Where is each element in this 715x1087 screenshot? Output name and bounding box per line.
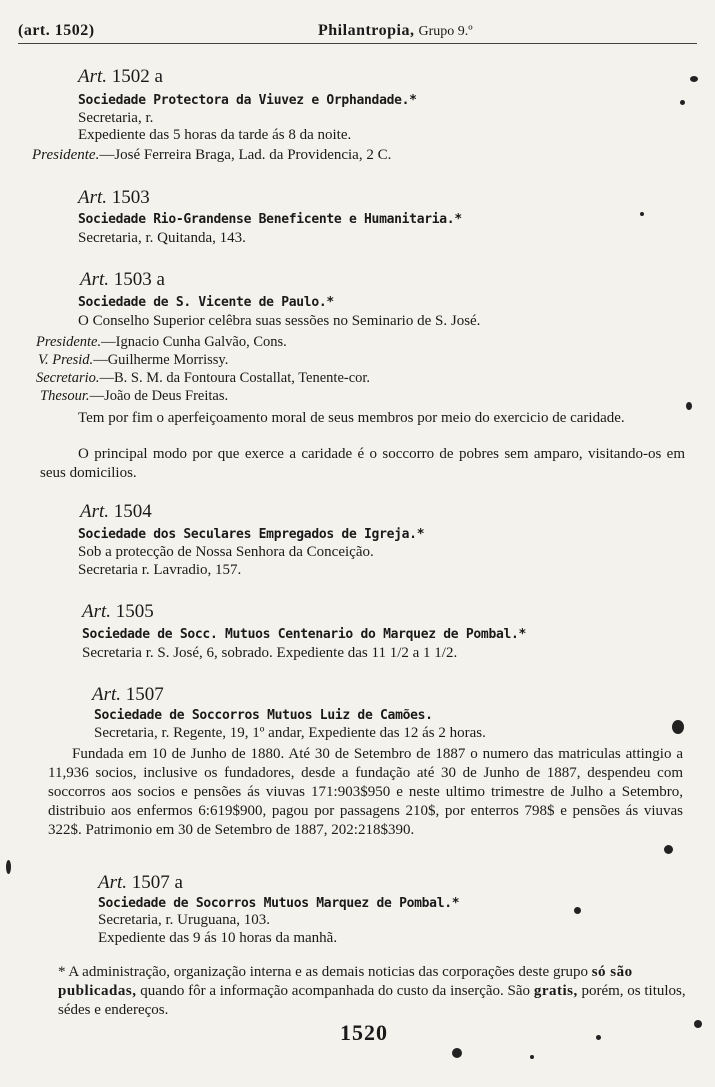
article-number: 1507 bbox=[125, 684, 164, 705]
header-rule bbox=[18, 43, 697, 44]
entry-title: Sociedade Rio-Grandense Beneficente e Humanitaria.* bbox=[78, 212, 462, 227]
article-label: Art. bbox=[78, 187, 108, 208]
entry-line: Expediente das 9 ás 10 horas da manhã. bbox=[98, 930, 338, 946]
entry-line: Secretaria, r. Regente, 19, 1º andar, Expediente das 12 ás 2 horas. bbox=[94, 725, 486, 741]
officer-label: Presidente. bbox=[36, 334, 102, 350]
entry-line: Expediente das 5 horas da tarde ás 8 da noite. bbox=[78, 127, 352, 143]
entry-title: Sociedade de S. Vicente de Paulo.* bbox=[78, 295, 334, 310]
entry-line: O Conselho Superior celêbra suas sessões no Seminario de S. José. bbox=[78, 313, 481, 329]
officer-label: Secretario. bbox=[36, 370, 100, 386]
article-number: 1503 bbox=[111, 187, 150, 208]
footnote-emphasis: gratis, bbox=[533, 983, 578, 999]
entry-title: Sociedade dos Seculares Empregados de Igreja.* bbox=[78, 527, 425, 542]
entry-line: Secretaria, r. bbox=[78, 110, 154, 126]
officer-text: —B. S. M. da Fontoura Costallat, Tenente-cor. bbox=[99, 370, 371, 386]
entry-title: Sociedade de Socorros Mutuos Marquez de Pombal.* bbox=[98, 896, 460, 911]
article-heading bbox=[78, 66, 163, 88]
officer-text: —Ignacio Cunha Galvão, Cons. bbox=[101, 334, 287, 350]
footnote-emphasis: só são publicadas, bbox=[58, 964, 633, 999]
header-section-title bbox=[318, 22, 473, 40]
entry-line: Secretaria r. Lavradio, 157. bbox=[78, 562, 242, 578]
footnote-text: quando fôr a informação acompanhada do custo da inserção. São bbox=[140, 983, 531, 999]
entry-title: Sociedade de Soccorros Mutuos Luiz de Camões. bbox=[94, 708, 433, 723]
article-number: 1505 bbox=[115, 601, 154, 622]
article-label: Art. bbox=[98, 872, 128, 893]
article-heading bbox=[80, 501, 152, 523]
officer-line bbox=[32, 147, 391, 164]
entry-line: Secretaria, r. Uruguana, 103. bbox=[98, 912, 271, 928]
article-heading bbox=[92, 684, 164, 706]
footnote-text: porém, os titulos, sédes e endereços. bbox=[58, 983, 686, 1018]
article-heading bbox=[80, 269, 165, 291]
entry-paragraph: Fundada em 10 de Junho de 1880. Até 30 de Setembro de 1887 o numero das matriculas attingio a 11,936 socios, inclusive os fundadores, desde a fundação até 30 de Junho de 1887, despendeu com soccorros aos socios e pensões ás viuvas 171:903$950 e neste ultimo trimestre de Julho a Setembro, distribuio aos enfermos 6:619$900, pagou por passagens 210$, por enterros 798$ e pensões ás viuvas 322$. Patrimonio em 30 de Setembro de 1887, 202:218$390. bbox=[48, 746, 683, 838]
officer-text: —João de Deus Freitas. bbox=[89, 388, 229, 404]
article-label: Art. bbox=[82, 601, 112, 622]
entry-line: Secretaria r. S. José, 6, sobrado. Expediente das 11 1/2 a 1 1/2. bbox=[82, 645, 458, 661]
officer-text: —Guilherme Morrissy. bbox=[93, 352, 229, 368]
article-number: 1503 a bbox=[113, 269, 165, 290]
officer-label: Thesour. bbox=[40, 388, 90, 404]
officer-line bbox=[36, 370, 370, 387]
officer-text: —José Ferreira Braga, Lad. da Providencia, 2 C. bbox=[99, 147, 392, 163]
entry-title: Sociedade Protectora da Viuvez e Orphandade.* bbox=[78, 93, 417, 108]
entry-paragraph: O principal modo por que exerce a caridade é o soccorro de pobres sem amparo, visitando-os em seus domicilios. bbox=[40, 446, 685, 481]
officer-label: Presidente. bbox=[32, 147, 100, 163]
article-number: 1502 a bbox=[111, 66, 163, 87]
article-heading bbox=[82, 601, 154, 623]
header-article-ref: (art. 1502) bbox=[18, 22, 95, 39]
article-label: Art. bbox=[92, 684, 122, 705]
footnote bbox=[58, 963, 688, 1020]
header-section-name: Philantropia, bbox=[318, 22, 415, 39]
entry-line: Sob a protecção de Nossa Senhora da Conceição. bbox=[78, 544, 374, 560]
entry-paragraph: Tem por fim o aperfeiçoamento moral de seus membros por meio do exercicio de caridade. bbox=[78, 410, 625, 426]
article-heading bbox=[98, 872, 183, 894]
header-group: Grupo 9.º bbox=[418, 24, 473, 39]
article-number: 1504 bbox=[113, 501, 152, 522]
running-header bbox=[18, 22, 697, 44]
entry-line: Secretaria, r. Quitanda, 143. bbox=[78, 230, 246, 246]
article-heading bbox=[78, 187, 150, 209]
article-label: Art. bbox=[80, 269, 110, 290]
officer-line bbox=[38, 352, 228, 369]
officer-line bbox=[36, 334, 287, 351]
article-label: Art. bbox=[78, 66, 108, 87]
page-number: 1520 bbox=[340, 1020, 388, 1045]
article-number: 1507 a bbox=[131, 872, 183, 893]
article-label: Art. bbox=[80, 501, 110, 522]
footnote-text: * A administração, organização interna e as demais noticias das corporações deste grupo bbox=[58, 964, 588, 980]
officer-label: V. Presid. bbox=[38, 352, 94, 368]
entry-title: Sociedade de Socc. Mutuos Centenario do Marquez de Pombal.* bbox=[82, 627, 527, 642]
officer-line bbox=[40, 388, 228, 405]
